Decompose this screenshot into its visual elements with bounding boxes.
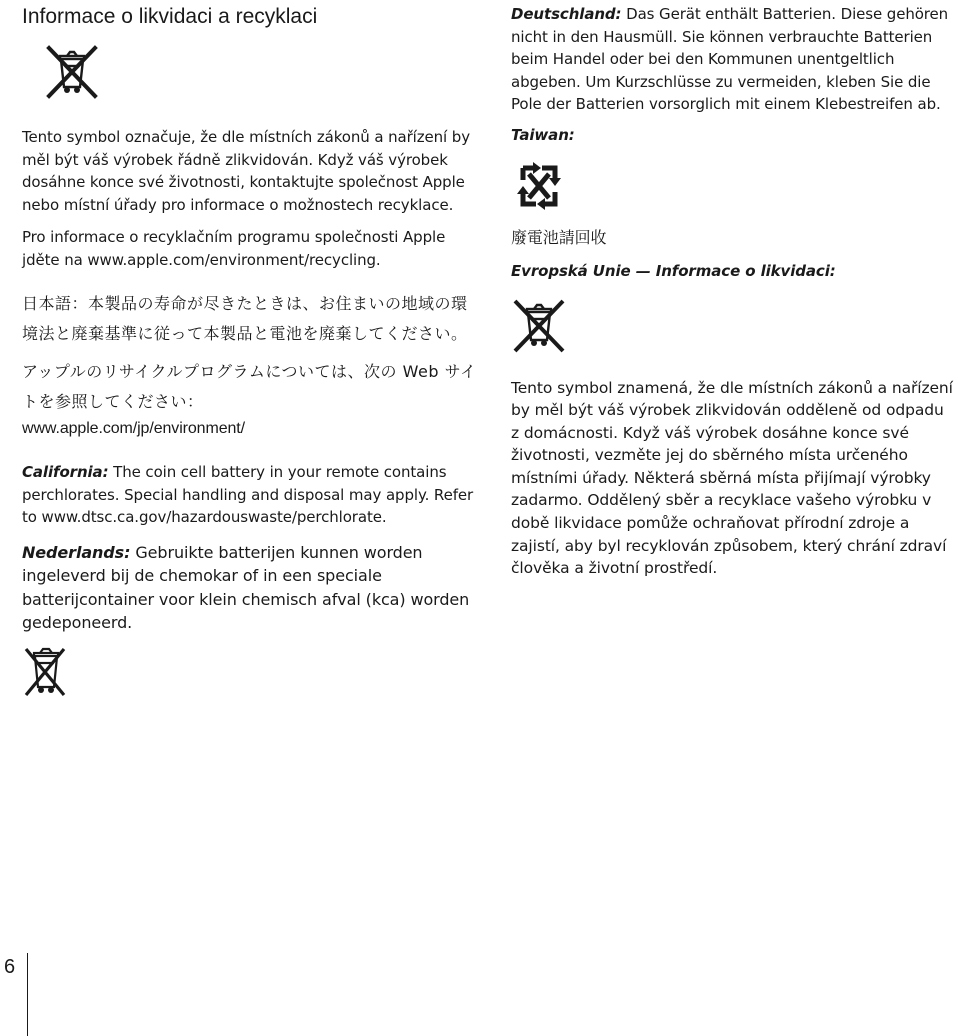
- germany-text: Das Gerät enthält Batterien. Diese gehören nicht in den Hausmüll. Sie können verbrauchte Batterien beim Handel oder bei den Kommunen unentgeltlich abgeben. Um Kurzschlüsse zu vermeiden, kleben Sie die Pole der Batterien vorsorglich mit einem Klebestreifen ab.: [511, 5, 949, 113]
- germany-notice: [511, 3, 956, 116]
- taiwan-recycle-text: 廢電池請回收: [511, 228, 607, 247]
- page-title: Informace o likvidaci a recyklaci: [22, 5, 318, 28]
- recycling-icon: [511, 158, 567, 214]
- eu-disposal-heading: Evropská Unie — Informace o likvidaci:: [511, 262, 836, 280]
- czech-recycling-program-text: Pro informace o recyklačním programu společnosti Apple jděte na www.apple.com/environment/recycling.: [22, 228, 446, 269]
- left-column: [22, 0, 480, 701]
- crossed-out-bin-icon: [43, 42, 103, 102]
- page-number: 6: [4, 956, 16, 978]
- czech-disposal-text: Tento symbol označuje, že dle místních zákonů a nařízení by měl být váš výrobek řádně zlikvidován. Když váš výrobek dosáhne konce své životnosti, kontaktujte společnost Apple nebo místní úřady pro informace o možnostech recyklace.: [22, 128, 470, 214]
- taiwan-label: Taiwan:: [511, 125, 575, 144]
- california-notice: [22, 461, 480, 529]
- japanese-recycling-url: www.apple.com/jp/environment/: [22, 420, 245, 437]
- california-text: The coin cell battery in your remote contains perchlorates. Special handling and disposal may apply. Refer to www.dtsc.ca.gov/hazardouswaste/perchlorate.: [22, 463, 474, 526]
- crossed-out-bin-icon-eu: [511, 297, 569, 355]
- japanese-disposal-text: 日本語：本製品の寿命が尽きたときは、お住まいの地域の環境法と廃棄基準に従って本製品と電池を廃棄してください。: [22, 294, 468, 343]
- netherlands-text: Gebruikte batterijen kunnen worden ingeleverd bij de chemokar of in een speciale batterijcontainer voor klein chemisch afval (kca) worden gedeponeerd.: [22, 542, 470, 632]
- page-divider: [27, 953, 28, 1036]
- battery-bin-icon: [22, 645, 68, 701]
- right-column: [511, 0, 956, 580]
- germany-label: Deutschland:: [511, 5, 622, 23]
- japanese-recycling-text: アップルのリサイクルプログラムについては、次の Web サイトを参照してください：: [22, 362, 477, 411]
- netherlands-notice: [22, 541, 480, 635]
- eu-disposal-text: Tento symbol znamená, že dle místních zákonů a nařízení by měl být váš výrobek zlikvidován odděleně od odpadu z domácnosti. Když váš výrobek dosáhne konce své životnosti, vezměte jej do sběrného místa určeného místními úřady. Některá sběrná místa přijímají výrobky zadarmo. Oddělený sběr a recyklace vašeho výrobku v době likvidace pomůže ochraňovat přírodní zdroje a zajistí, aby byl recyklován způsobem, který chrání zdraví člověka a životní prostředí.: [511, 378, 953, 578]
- california-label: California:: [22, 463, 109, 481]
- netherlands-label: Nederlands:: [22, 542, 131, 562]
